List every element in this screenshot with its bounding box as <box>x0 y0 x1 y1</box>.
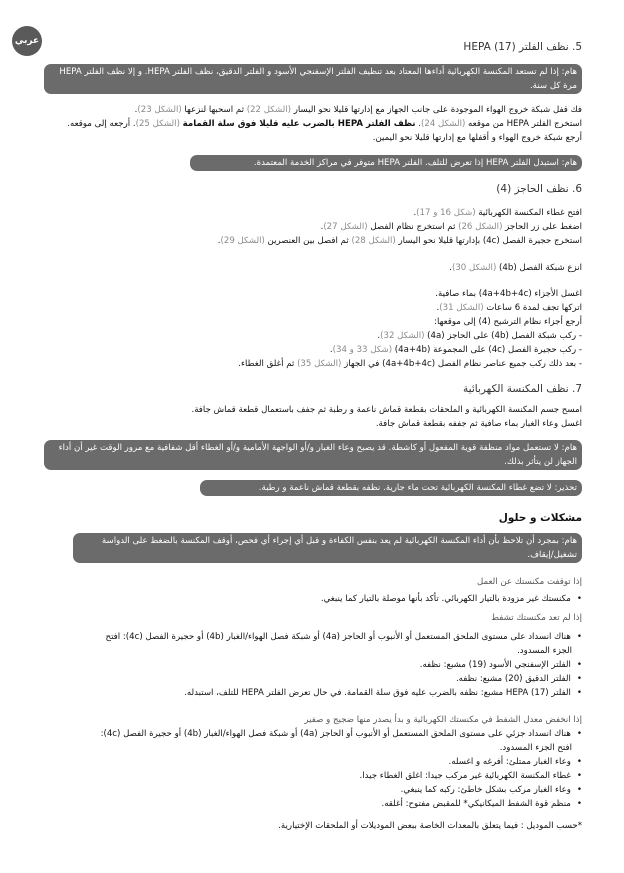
section-heading <box>463 382 582 396</box>
text-segment: هام: إذا لم تستعد المكنسة الكهربائية أداءها المعتاد بعد تنظيف الفلتر الإسفنجي الأسود و الفلتر الدقيق، نظف الفلتر HEPA. و إلا نظف الفلتر HEPA مرة كل سنة. <box>59 67 577 91</box>
figure-reference: (الشكل 29) <box>220 236 265 246</box>
text-segment: *حسب الموديل : فيما يتعلق بالمعدات الخاصة ببعض الموديلات أو الملحقات الإختيارية. <box>278 821 582 831</box>
figure-reference: (الشكل 32) <box>380 331 425 341</box>
text-segment: . أرجعه إلى موقعه. <box>67 119 136 129</box>
text-segment: . <box>134 105 138 115</box>
section-heading <box>499 511 582 525</box>
text-segment: غطاء المكنسة الكهربائية غير مركب جيدا: اغلق الغطاء جيدا. <box>359 771 571 781</box>
text-segment: 6. نظف الحاجز (4) <box>496 183 582 195</box>
paragraph-line <box>376 417 582 431</box>
text-segment: افتح غطاء المكنسة الكهربائية <box>475 208 582 218</box>
text-segment: إذا توقفت مكنستك عن العمل <box>477 577 582 587</box>
text-segment: اتركها تجف لمدة 6 ساعات <box>483 303 582 313</box>
text-segment: هام: بمجرد أن تلاحظ بأن أداء المكنسة الكهربائية لم يعد بنفس الكفاءة و قبل أي إجراء أي فحص، أوقف المكنسة بالضغط على الدواسة تشغيل/إيقاف. <box>101 536 577 560</box>
subheading <box>304 713 582 727</box>
list-item <box>401 783 582 797</box>
text-segment: وعاء الغبار مركب بشكل خاطئ: ركبه كما ينبغي. <box>400 785 571 795</box>
figure-reference: (الشكل 31) <box>439 303 484 313</box>
paragraph-line <box>373 131 582 145</box>
figure-reference: (الشكل 30) <box>451 263 497 273</box>
text-segment: . <box>217 236 221 246</box>
text-segment: أرجع أجزاء نظام الترشيح (4) إلى موقعها: <box>434 317 582 327</box>
list-item <box>449 755 582 769</box>
paragraph-line <box>135 103 582 117</box>
paragraph-line <box>67 117 582 131</box>
list-item <box>360 769 582 783</box>
paragraph-line <box>330 343 582 357</box>
paragraph-line <box>191 403 582 417</box>
paragraph-line <box>449 261 582 275</box>
paragraph-line <box>435 287 582 301</box>
section-heading <box>463 40 582 54</box>
text-segment: إذا انخفض معدل الشفط في مكنستك الكهربائية و بدأ يصدر منها ضجيج و صفير <box>304 715 582 725</box>
text-segment: اضغط على زر الحاجز <box>502 222 582 232</box>
notice-box <box>200 480 582 496</box>
text-segment: . <box>329 345 333 355</box>
figure-reference: (شكل 16 و 17) <box>416 208 476 218</box>
notice-box <box>44 64 582 94</box>
text-segment: . <box>449 263 452 273</box>
figure-reference: (الشكل 28) <box>351 236 396 246</box>
text-segment: هناك انسداد على مستوى الملحق المستعمل أو الأنبوب أو الحاجز (4a) أو شبكة فصل الهواء/الغبار (4b) أو حجيرة الفصل (4c): افتح الجزء المسدود. <box>105 632 572 656</box>
paragraph-line <box>218 234 582 248</box>
list-item <box>420 658 582 672</box>
text-segment: هام: استبدل الفلتر HEPA إذا تعرض للتلف. الفلتر HEPA متوفر في مراكز الخدمة المعتمدة. <box>253 158 577 168</box>
paragraph-line <box>437 301 582 315</box>
notice-box <box>44 440 582 470</box>
text-segment: ثم اسحبها لنزعها <box>181 105 247 115</box>
text-segment: - ركب حجيرة الفصل (4c) على المجموعة (4a+4b) <box>392 345 582 355</box>
text-segment: ثم استخرج نظام الفصل <box>367 222 459 232</box>
figure-reference: (الشكل 35) <box>297 359 342 369</box>
text-segment: هام: لا تستعمل مواد منظفة قوية المفعول أو كاشطة. قد يصبح وعاء الغبار و/أو الواجهة الأمامية و/أو الغطاء أقل شفافية مع مرور الوقت غير أن أداء الجهاز لن يتأثر بذلك. <box>58 443 577 467</box>
list-item <box>92 630 582 658</box>
text-segment: إذا لم تعد مكنستك تشفط <box>491 613 582 623</box>
text-segment: استخرج الفلتر HEPA من موقعه <box>465 119 582 129</box>
text-segment: . <box>413 208 417 218</box>
list-item <box>321 592 582 606</box>
figure-reference: (الشكل 22) <box>246 105 292 115</box>
section-heading <box>496 182 582 196</box>
text-segment: منظم قوة الشفط الميكانيكي* للمقبض مفتوح: أغلقه. <box>381 799 571 809</box>
text-segment: ثم أغلق الغطاء. <box>238 359 298 369</box>
text-segment: الفلتر الإسفنجي الأسود (19) مشبع: نظفه. <box>419 660 571 670</box>
text-segment: الفلتر الدقيق (20) مشبع: نظفه. <box>455 674 571 684</box>
text-segment: مكنستك غير مزودة بالتيار الكهربائي. تأكد بأنها موصلة بالتيار كما ينبغي. <box>320 594 571 604</box>
figure-reference: (الشكل 23) <box>137 105 182 115</box>
text-segment: . <box>436 303 440 313</box>
text-segment: تحذير: لا تضع غطاء المكنسة الكهربائية تحت ماء جارية. نظفه بقطعة قماش ناعمة و رطبة. <box>258 483 577 493</box>
figure-reference: (الشكل 25) <box>135 119 180 129</box>
paragraph-line <box>377 329 582 343</box>
paragraph-line <box>321 220 582 234</box>
text-segment: ثم افصل بين العنصرين <box>264 236 352 246</box>
text-segment: - ركب شبكة الفصل (4b) على الحاجز (4a) <box>424 331 582 341</box>
paragraph-line <box>238 357 582 371</box>
text-segment: - بعد ذلك ركب جميع عناصر نظام الفصل (4a+4b+4c) في الجهاز <box>341 359 582 369</box>
notice-box <box>190 155 582 171</box>
text-segment: أرجع شبكة خروج الهواء و أقفلها مع إدارتها قليلا نحو اليمين. <box>372 133 582 143</box>
text-segment: استخرج حجيرة الفصل (4c) بإدارتها قليلا نحو اليسار <box>395 236 582 246</box>
text-segment: اغسل وعاء الغبار بماء صافية ثم جففه بقطعة قماش جافة. <box>375 419 582 429</box>
text-segment: امسح جسم المكنسة الكهربائية و الملحقات بقطعة قماش ناعمة و رطبة ثم جفف باستعمال قطعة قماش جافة. <box>191 405 582 415</box>
text-segment: فك قفل شبكة خروج الهواء الموجودة على جانب الجهاز مع إدارتها قليلا نحو اليسار <box>291 105 582 115</box>
text-segment: اغسل الأجزاء (4a+4b+4c) بماء صافية. <box>435 289 582 299</box>
figure-reference: (الشكل 27) <box>323 222 368 232</box>
language-badge: عربي <box>12 26 42 56</box>
notice-box <box>73 533 582 563</box>
figure-reference: (شكل 33 و 34) <box>332 345 393 355</box>
figure-reference: (الشكل 24) <box>421 119 466 129</box>
paragraph-line <box>434 315 582 329</box>
list-item <box>92 727 582 755</box>
figure-reference: (الشكل 26) <box>458 222 503 232</box>
text-segment: انزع شبكة الفصل (4b) <box>496 263 582 273</box>
paragraph-line <box>413 206 582 220</box>
text-segment: 7. نظف المكنسة الكهربائية <box>463 383 582 395</box>
text-segment: وعاء الغبار ممتلئ: أفرغه و اغسله. <box>448 757 571 767</box>
text-segment: هناك انسداد جزئي على مستوى الملحق المستعمل أو الأنبوب أو الحاجز (4a) أو شبكة فصل الهواء/الغبار (4b) أو حجيرة الفصل (4c): افتح الجزء المسدود. <box>100 729 572 753</box>
bold-text: نظف الفلتر HEPA بالضرب عليه قليلا فوق سلة القمامة <box>182 119 416 129</box>
text-segment: . <box>320 222 324 232</box>
text-segment: 5. نظف الفلتر HEPA (17) <box>463 41 582 53</box>
list-item <box>184 686 582 700</box>
text-segment: . <box>415 119 422 129</box>
subheading <box>491 611 582 625</box>
text-segment: الفلتر HEPA (17) مشبع: نظفه بالضرب عليه فوق سلة القمامة. في حال تعرض الفلتر HEPA للتلف، استبدله. <box>184 688 571 698</box>
subheading <box>477 575 582 589</box>
text-segment: مشكلات و حلول <box>498 512 582 524</box>
text-segment: . <box>377 331 381 341</box>
footnote <box>278 819 582 833</box>
list-item <box>456 672 582 686</box>
list-item <box>381 797 582 811</box>
